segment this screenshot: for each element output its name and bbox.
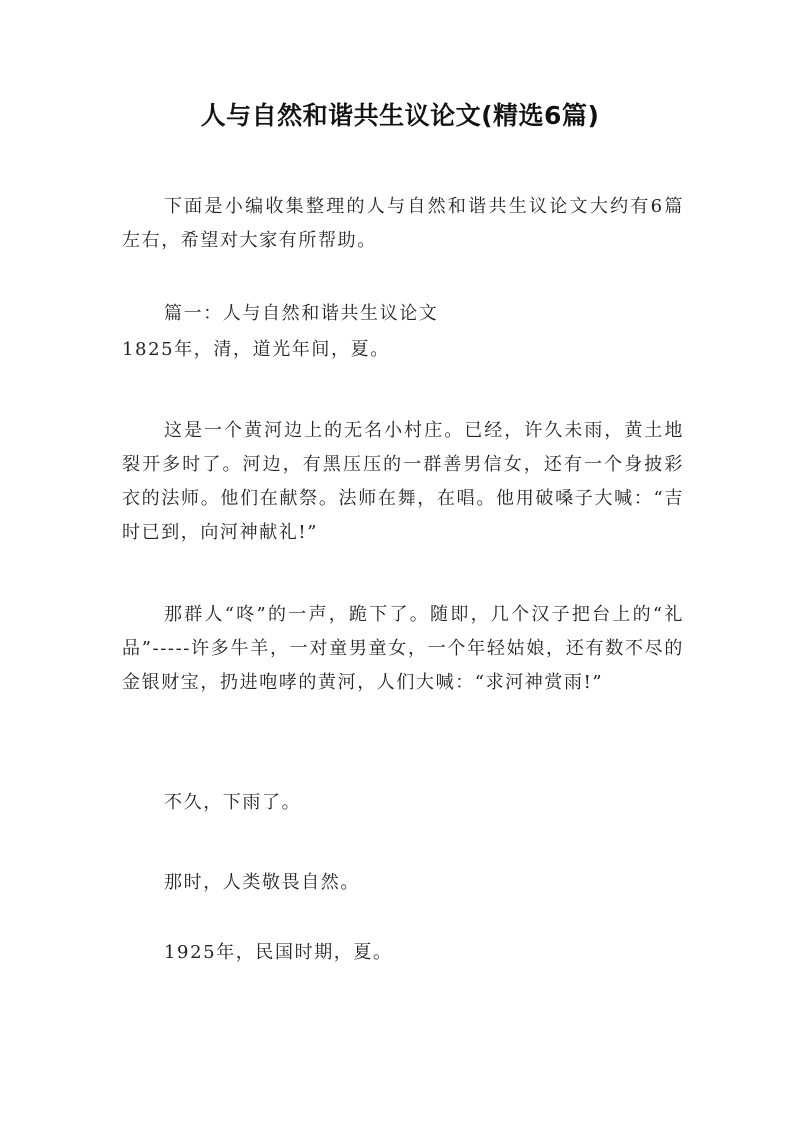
date-line-1825: 1825年，清，道光年间，夏。 <box>122 339 390 360</box>
section-heading: 篇一：人与自然和谐共生议论文 <box>164 303 439 324</box>
body-paragraph-village: 这是一个黄河边上的无名小村庄。已经，许久未雨，黄土地裂开多时了。河边，有黑压压的一群善男信女，还有一个身披彩衣的法师。他们在献祭。法师在舞，在唱。他用破嗓子大喊：“吉时已到，向河神献礼!” <box>122 420 684 543</box>
body-paragraph-offering: 那群人“咚”的一声，跪下了。随即，几个汉子把台上的“礼品”-----许多牛羊，一对童男童女，一个年轻姑娘，还有数不尽的金银财宝，扔进咆哮的黄河，人们大喊：“求河神赏雨!” <box>122 604 684 693</box>
body-paragraph-rain: 不久，下雨了。 <box>164 792 302 813</box>
document-title: 人与自然和谐共生议论文(精选6篇) <box>200 101 600 130</box>
date-line-1925: 1925年，民国时期，夏。 <box>164 942 393 963</box>
intro-paragraph: 下面是小编收集整理的人与自然和谐共生议论文大约有6篇左右，希望对大家有所帮助。 <box>122 196 684 251</box>
body-paragraph-awe: 那时，人类敬畏自然。 <box>164 872 360 893</box>
